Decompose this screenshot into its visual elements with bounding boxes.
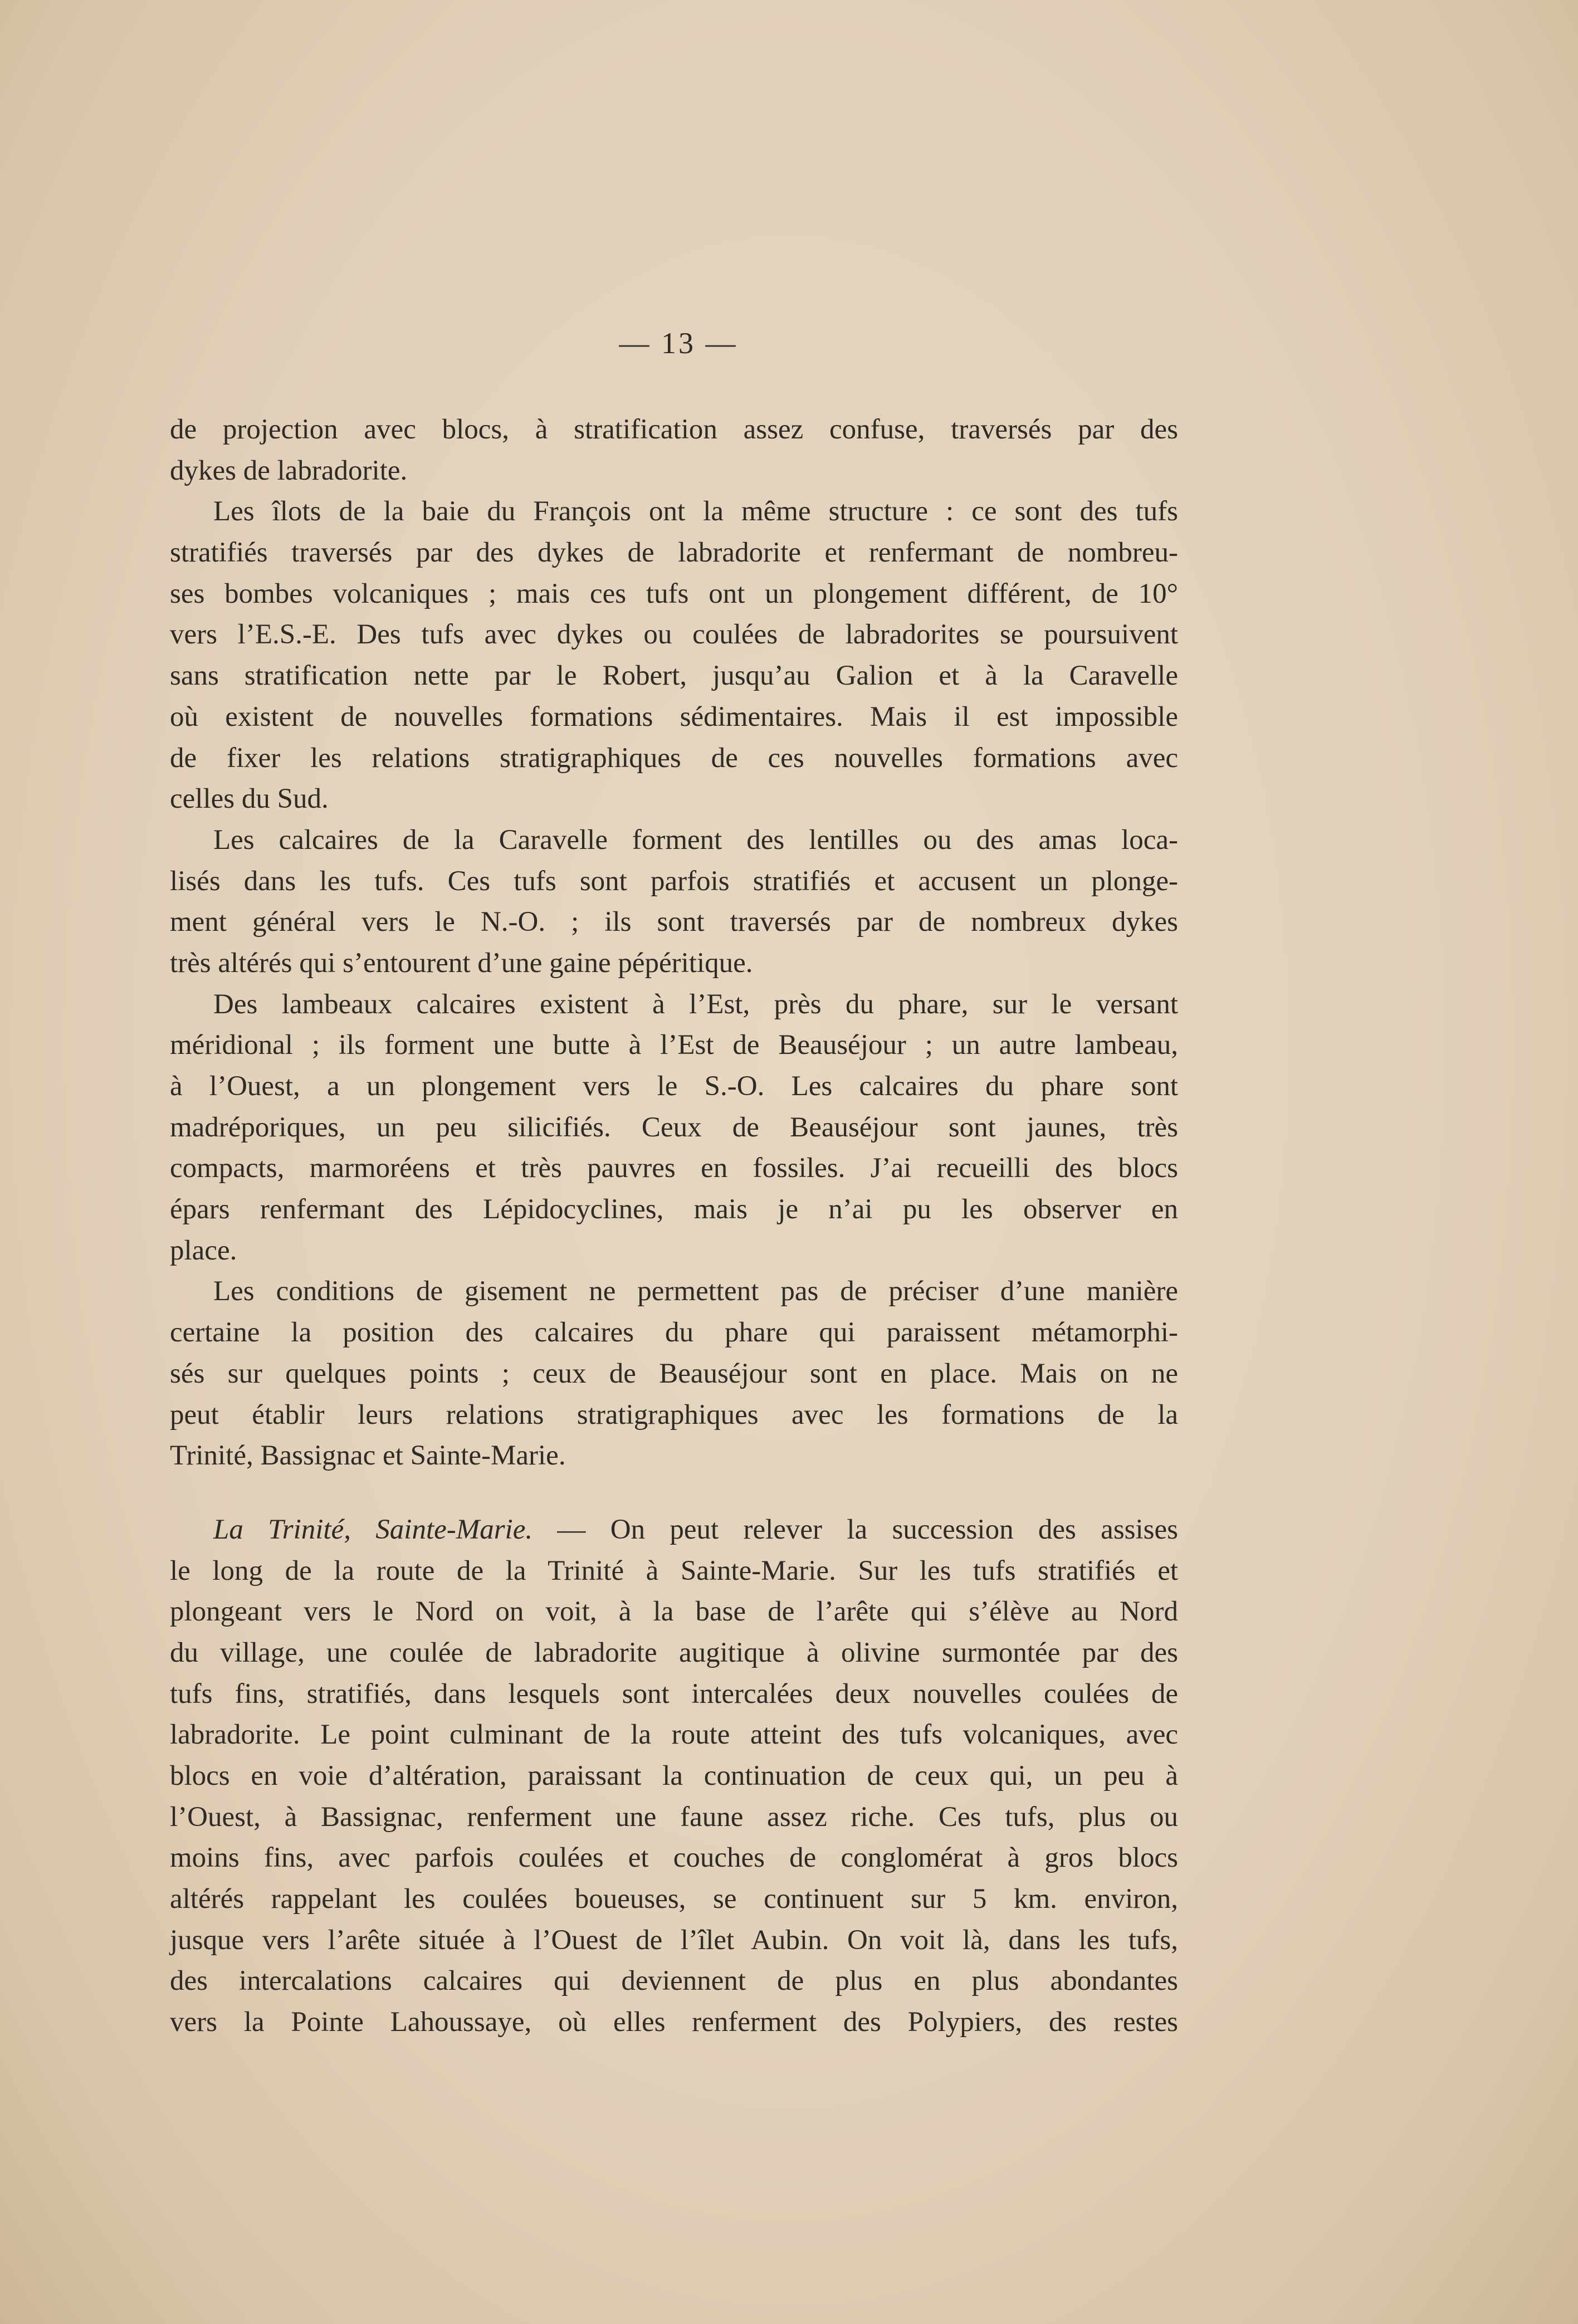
text-line: méridional ; ils forment une butte à l’Est de Beauséjour ; un autre lambeau, [170,1029,1178,1061]
page-number: — 13 — [619,326,738,360]
text-line: épars renfermant des Lépidocyclines, mais je n’ai pu les observer en [170,1194,1178,1226]
text-line: de projection avec blocs, à stratification assez confuse, traversés par des [170,414,1178,445]
text-line: jusque vers l’arête située à l’Ouest de l’îlet Aubin. On voit là, dans les tufs, [170,1924,1178,1956]
text-line: Les conditions de gisement ne permettent pas de préciser d’une manière [213,1276,1178,1307]
text-line: où existent de nouvelles formations sédimentaires. Mais il est impossible [170,701,1178,733]
text-line: vers l’E.S.-E. Des tufs avec dykes ou coulées de labradorites se poursuivent [170,619,1178,651]
paragraph [170,1510,1178,2043]
text-line: lisés dans les tufs. Ces tufs sont parfois stratifiés et accusent un plonge- [170,865,1178,897]
text-line: peut établir leurs relations stratigraphiques avec les formations de la [170,1399,1178,1430]
text-line: du village, une coulée de labradorite augitique à olivine surmontée par des [170,1637,1178,1668]
text-line: madréporiques, un peu silicifiés. Ceux de Beauséjour sont jaunes, très [170,1111,1178,1143]
body-text [170,409,1178,2043]
text-line: très altérés qui s’entourent d’une gaine pépéritique. [170,947,753,979]
paragraph [170,1271,1178,1476]
text-line: certaine la position des calcaires du phare qui paraissent métamorphi- [170,1317,1178,1349]
text-line: le long de la route de la Trinité à Sainte-Marie. Sur les tufs stratifiés et [170,1555,1178,1586]
paragraph [170,491,1178,820]
text-line [170,1510,1178,1551]
text-line-rest: — On peut relever la succession des assises [532,1513,1179,1545]
text-line: stratifiés traversés par des dykes de labradorite et renfermant de nombreu- [170,537,1178,569]
text-line: Des lambeaux calcaires existent à l’Est, près du phare, sur le versant [213,988,1178,1020]
text-line: l’Ouest, à Bassignac, renferment une faune assez riche. Ces tufs, plus ou [170,1801,1178,1833]
text-line: altérés rappelant les coulées boueuses, se continuent sur 5 km. environ, [170,1883,1178,1915]
section-heading: La Trinité, Sainte-Marie. [213,1513,533,1545]
text-line: place. [170,1234,237,1266]
text-line: Les îlots de la baie du François ont la même structure : ce sont des tufs [213,496,1178,528]
text-line: Trinité, Bassignac et Sainte-Marie. [170,1440,566,1472]
text-line: à l’Ouest, a un plongement vers le S.-O. Les calcaires du phare sont [170,1071,1178,1102]
text-line: sans stratification nette par le Robert, jusqu’au Galion et à la Caravelle [170,660,1178,692]
text-line: moins fins, avec parfois coulées et couches de conglomérat à gros blocs [170,1842,1178,1874]
text-line: plongeant vers le Nord on voit, à la base de l’arête qui s’élève au Nord [170,1596,1178,1628]
paragraph [170,820,1178,984]
text-line: compacts, marmoréens et très pauvres en fossiles. J’ai recueilli des blocs [170,1153,1178,1184]
text-line: ses bombes volcaniques ; mais ces tufs ont un plongement différent, de 10° [170,578,1178,609]
text-line: Les calcaires de la Caravelle forment des lentilles ou des amas loca- [213,824,1178,856]
text-line: de fixer les relations stratigraphiques de ces nouvelles formations avec [170,742,1178,774]
paragraph [170,409,1178,491]
text-line: vers la Pointe Lahoussaye, où elles renferment des Polypiers, des restes [170,2006,1178,2038]
text-line: des intercalations calcaires qui deviennent de plus en plus abondantes [170,1965,1178,1997]
text-line: celles du Sud. [170,783,329,815]
text-line: dykes de labradorite. [170,455,408,486]
text-line: ment général vers le N.-O. ; ils sont traversés par de nombreux dykes [170,906,1178,938]
text-line: tufs fins, stratifiés, dans lesquels sont intercalées deux nouvelles coulées de [170,1678,1178,1710]
text-line: labradorite. Le point culminant de la route atteint des tufs volcaniques, avec [170,1719,1178,1751]
paragraph [170,984,1178,1272]
text-line: blocs en voie d’altération, paraissant la continuation de ceux qui, un peu à [170,1760,1178,1791]
text-line: sés sur quelques points ; ceux de Beauséjour sont en place. Mais on ne [170,1358,1178,1389]
